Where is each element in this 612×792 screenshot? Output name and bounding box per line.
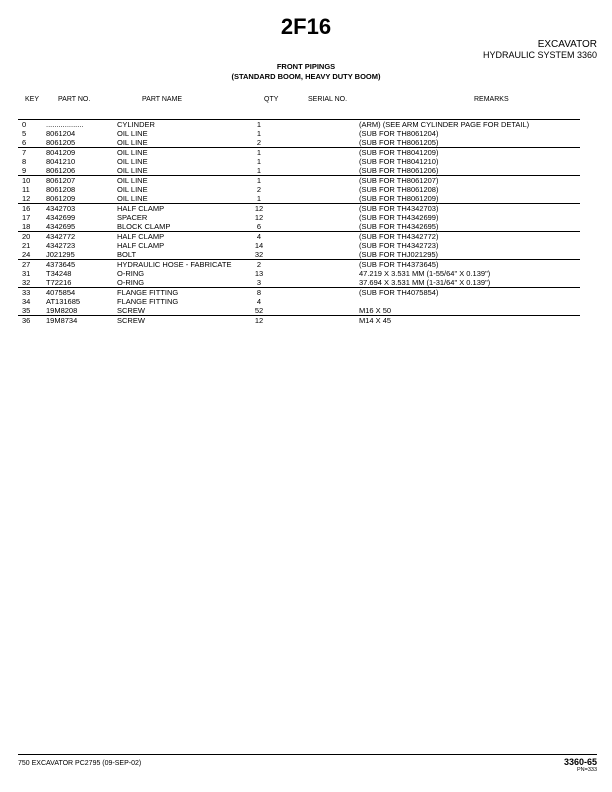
row-part-name: OIL LINE (117, 176, 240, 186)
row-remarks: M14 X 45 (359, 316, 580, 326)
table-row (18, 278, 580, 288)
row-serial-no (278, 157, 359, 166)
row-qty: 13 (254, 269, 264, 278)
table-row (18, 269, 580, 278)
row-serial-no (278, 138, 359, 148)
row-part-name: FLANGE FITTING (117, 297, 179, 306)
row-qty: 4 (256, 297, 262, 306)
table-row (18, 138, 580, 148)
row-qty: 14 (254, 241, 264, 250)
row-remarks: (SUB FOR TH8061205) (359, 138, 439, 147)
row-remarks: (SUB FOR TH4342703) (359, 204, 580, 214)
table-row (18, 148, 580, 158)
row-qty: 3 (256, 278, 262, 287)
row-part-name: OIL LINE (117, 138, 148, 147)
page-title: 2F16 (280, 14, 332, 39)
row-key: 10 (18, 176, 46, 186)
row-serial-no (278, 241, 359, 250)
row-key: 31 (22, 269, 31, 278)
table-row (18, 213, 580, 222)
system-name: HYDRAULIC SYSTEM 3360 (482, 50, 597, 60)
row-remarks: (SUB FOR TH8041210) (359, 157, 439, 166)
col-header-part-no: PART NO. (58, 96, 91, 103)
section-subtitle: (STANDARD BOOM, HEAVY DUTY BOOM) (231, 72, 381, 81)
row-remarks: (SUB FOR TH8061208) (359, 185, 439, 194)
row-part-no: J021295 (46, 250, 75, 259)
row-qty: 12 (240, 204, 278, 214)
row-serial-no (278, 269, 359, 278)
row-serial-no (278, 222, 359, 232)
table-row (18, 306, 580, 316)
row-part-no: 4342699 (46, 213, 76, 222)
row-part-name: FLANGE FITTING (117, 288, 240, 298)
row-part-name: CYLINDER (117, 120, 240, 130)
row-remarks (359, 297, 580, 306)
row-part-no: T34248 (46, 269, 72, 278)
row-part-name: SCREW (117, 306, 145, 315)
row-part-name: OIL LINE (117, 129, 148, 138)
row-part-no: 4342695 (46, 222, 76, 231)
row-qty: 1 (240, 120, 278, 130)
row-part-name: OIL LINE (117, 166, 148, 175)
row-qty: 1 (256, 194, 262, 203)
row-part-no: .................. (46, 120, 117, 130)
row-remarks: (ARM) (SEE ARM CYLINDER PAGE FOR DETAIL) (359, 120, 580, 130)
row-part-name: O-RING (117, 278, 145, 287)
row-part-no: 8041210 (46, 157, 76, 166)
col-header-key: KEY (25, 96, 40, 103)
row-remarks: (SUB FOR TH4342695) (359, 222, 439, 231)
row-part-name: OIL LINE (117, 194, 148, 203)
row-serial-no (278, 166, 359, 176)
row-serial-no (278, 278, 359, 288)
row-serial-no (278, 297, 359, 306)
table-row (18, 316, 580, 326)
row-serial-no (278, 213, 359, 222)
col-header-qty: QTY (264, 96, 279, 103)
table-row (18, 232, 580, 242)
section-title: FRONT PIPINGS (276, 62, 336, 71)
row-part-no: 4342703 (46, 204, 117, 214)
row-key: 12 (22, 194, 31, 203)
row-serial-no (278, 185, 359, 194)
row-part-name: BLOCK CLAMP (117, 222, 171, 231)
row-key: 21 (22, 241, 31, 250)
table-row (18, 176, 580, 186)
row-key: 9 (22, 166, 27, 175)
row-serial-no (278, 148, 359, 158)
table-row (18, 120, 580, 130)
row-part-no: T72216 (46, 278, 72, 287)
row-remarks: (SUB FOR TH8061209) (359, 194, 439, 203)
row-part-name: OIL LINE (117, 148, 240, 158)
row-part-no: 4342723 (46, 241, 76, 250)
row-qty: 2 (256, 185, 262, 194)
table-row (18, 297, 580, 306)
row-key: 34 (22, 297, 31, 306)
row-serial-no (278, 194, 359, 204)
row-key: 11 (22, 185, 30, 194)
page-number: PN=333 (576, 767, 597, 773)
row-qty: 1 (240, 148, 278, 158)
row-part-name: OIL LINE (117, 185, 148, 194)
row-part-name: OIL LINE (117, 157, 148, 166)
row-qty: 1 (256, 157, 262, 166)
row-key: 17 (22, 213, 31, 222)
row-part-no: 4075854 (46, 288, 117, 298)
row-part-no: 19M8208 (46, 306, 78, 315)
row-key: 5 (22, 129, 27, 138)
row-key: 24 (22, 250, 31, 259)
parts-table-body (18, 120, 580, 326)
table-row (18, 250, 580, 260)
row-key: 27 (18, 260, 46, 270)
row-part-name: SPACER (117, 213, 148, 222)
row-key: 0 (18, 120, 46, 130)
row-key: 36 (18, 316, 46, 326)
row-remarks: (SUB FOR TH4075854) (359, 288, 580, 298)
row-key: 16 (18, 204, 46, 214)
row-part-no: 8061208 (46, 185, 76, 194)
row-qty: 2 (256, 138, 262, 147)
row-serial-no (278, 306, 359, 316)
section-heading (0, 62, 612, 82)
table-row (18, 222, 580, 232)
table-row (18, 166, 580, 176)
table-row (18, 288, 580, 298)
row-serial-no (278, 120, 359, 130)
row-remarks: 37.694 X 3.531 MM (1-31/64" X 0.139") (359, 278, 491, 287)
row-qty: 1 (256, 166, 262, 175)
row-serial-no (278, 288, 359, 298)
machine-name: EXCAVATOR (537, 39, 597, 50)
row-key: 8 (22, 157, 27, 166)
table-row (18, 194, 580, 204)
row-serial-no (278, 250, 359, 260)
row-key: 35 (22, 306, 31, 315)
row-serial-no (278, 260, 359, 270)
row-key: 32 (22, 278, 31, 287)
row-qty: 1 (240, 176, 278, 186)
row-part-no: 8061207 (46, 176, 117, 186)
col-header-serial-no: SERIAL NO. (308, 96, 348, 103)
row-remarks: (SUB FOR TH8061204) (359, 129, 439, 138)
row-remarks: (SUB FOR TH8061207) (359, 176, 580, 186)
row-serial-no (278, 316, 359, 326)
parts-table (18, 119, 580, 325)
row-qty: 32 (254, 250, 264, 259)
row-serial-no (278, 232, 359, 242)
row-part-name: HALF CLAMP (117, 204, 240, 214)
page-reference: 3360-65 (563, 757, 597, 767)
row-part-no: 4342772 (46, 232, 117, 242)
footer-left: 750 EXCAVATOR PC2795 (09-SEP-02) (18, 760, 142, 767)
table-row (18, 241, 580, 250)
row-remarks: (SUB FOR TH4342699) (359, 213, 439, 222)
row-part-no: 8061205 (46, 138, 76, 147)
row-qty: 1 (256, 129, 262, 138)
table-row (18, 185, 580, 194)
row-part-no: 8041209 (46, 148, 117, 158)
header-info (483, 39, 597, 61)
row-remarks: (SUB FOR TH4342772) (359, 232, 580, 242)
row-key: 20 (18, 232, 46, 242)
row-part-no: 8061206 (46, 166, 76, 175)
row-part-no: 4373645 (46, 260, 117, 270)
table-row (18, 260, 580, 270)
table-row (18, 204, 580, 214)
row-key: 6 (22, 138, 27, 147)
table-row (18, 129, 580, 138)
row-remarks: (SUB FOR TH4373645) (359, 260, 580, 270)
row-part-no: 8061209 (46, 194, 76, 203)
row-part-name: O-RING (117, 269, 145, 278)
row-qty: 12 (254, 213, 264, 222)
row-remarks: (SUB FOR THJ021295) (359, 250, 439, 259)
row-serial-no (278, 129, 359, 138)
row-qty: 2 (240, 260, 278, 270)
col-header-remarks: REMARKS (474, 96, 509, 103)
row-part-no: 8061204 (46, 129, 76, 138)
row-remarks: 47.219 X 3.531 MM (1-55/64" X 0.139") (359, 269, 491, 278)
row-part-name: HALF CLAMP (117, 232, 240, 242)
row-remarks: (SUB FOR TH8061206) (359, 166, 439, 175)
col-header-part-name: PART NAME (142, 96, 183, 103)
row-part-no: 19M8734 (46, 316, 117, 326)
row-part-name: BOLT (117, 250, 137, 259)
row-serial-no (278, 204, 359, 214)
row-qty: 12 (240, 316, 278, 326)
row-remarks: (SUB FOR TH8041209) (359, 148, 580, 158)
row-key: 33 (18, 288, 46, 298)
row-part-name: HYDRAULIC HOSE - FABRICATE (117, 260, 240, 270)
row-remarks: (SUB FOR TH4342723) (359, 241, 439, 250)
row-part-name: HALF CLAMP (117, 241, 165, 250)
footer-right (564, 757, 597, 773)
row-key: 18 (22, 222, 31, 231)
row-serial-no (278, 176, 359, 186)
row-qty: 8 (240, 288, 278, 298)
row-remarks: M16 X 50 (359, 306, 392, 315)
row-qty: 4 (240, 232, 278, 242)
row-part-no: AT131685 (46, 297, 81, 306)
row-part-name: SCREW (117, 316, 240, 326)
footer-divider (18, 754, 597, 755)
row-qty: 6 (256, 222, 262, 231)
row-qty: 52 (254, 306, 264, 315)
table-row (18, 157, 580, 166)
row-key: 7 (18, 148, 46, 158)
